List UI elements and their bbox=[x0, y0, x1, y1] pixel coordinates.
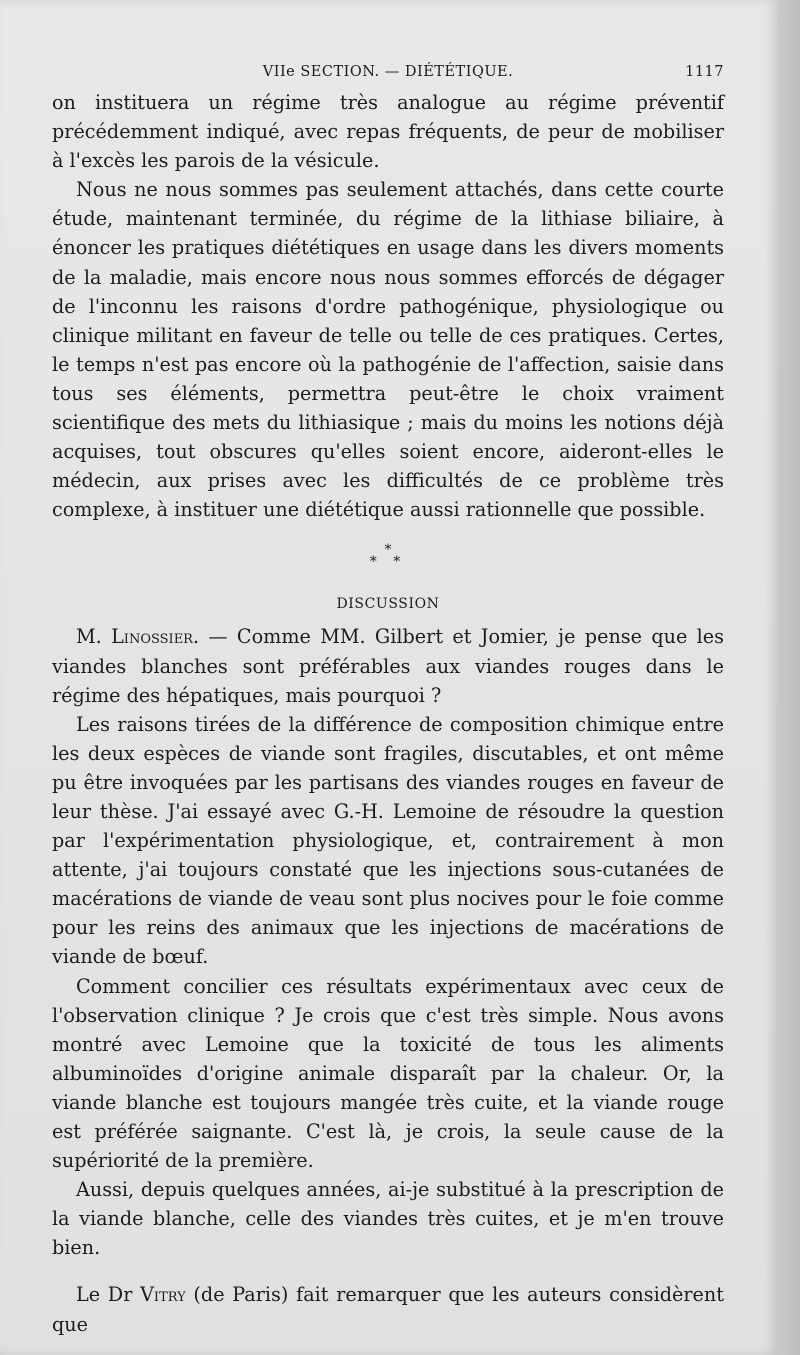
speaker-name: M. Linossier. bbox=[76, 625, 200, 649]
paragraph-text-2: (de Paris) fait remarquer que les auteurs considèrent que bbox=[52, 1283, 724, 1336]
paragraph-prefix: Le Dr bbox=[76, 1283, 141, 1307]
separator-bottom-asterisks: * * bbox=[369, 554, 407, 571]
section-separator bbox=[52, 544, 724, 578]
running-head bbox=[52, 60, 724, 88]
spacer bbox=[52, 1262, 724, 1280]
paragraph-linossier-intro bbox=[52, 622, 724, 709]
paragraph-aussi: Aussi, depuis quelques années, ai-je substitué à la prescription de la viande blanche, celle des viandes très cuites, et je m'en trouve bien. bbox=[52, 1178, 724, 1260]
page-content bbox=[52, 60, 724, 1339]
paragraph-conclusion: Nous ne nous sommes pas seulement attachés, dans cette courte étude, maintenant terminée, du régime de la lithiase biliaire, à énoncer les pratiques diététiques en usage dans les divers moments de la maladie, mais encore nous nous sommes efforcés de dégager de l'inconnu les raisons d'ordre pathogénique, physiologique ou clinique militant en faveur de telle ou telle de ces pratiques. Certes, le temps n'est pas encore où la pathogénie de l'affection, saisie dans tous ses éléments, permettra peut-être le choix vraiment scientifique des mets du lithiasique ; mais du moins les notions déjà acquises, tout obscures qu'elles soient encore, aideront-elles le médecin, aux prises avec les difficultés de ce problème très complexe, à instituer une diététique aussi rationnelle que possible. bbox=[52, 178, 724, 522]
paragraph-raisons: Les raisons tirées de la différence de composition chimique entre les deux espèces de viande sont fragiles, discutables, et ont même pu être invoquées par les partisans des viandes rouges en faveur de leur thèse. J'ai essayé avec G.-H. Lemoine de résoudre la question par l'expérimentation physiologique, et, contrairement à mon attente, j'ai toujours constaté que les injections sous-cutanées de macérations de viande de veau sont plus nocives pour le foie comme pour les reins des animaux que les injections de macérations de viande de bœuf. bbox=[52, 712, 724, 969]
separator-top-asterisk: * bbox=[384, 542, 392, 559]
paragraph-vitry bbox=[52, 1280, 724, 1338]
page-number: 1117 bbox=[685, 64, 724, 80]
discussion-heading: DISCUSSION bbox=[336, 596, 440, 613]
page-edge bbox=[778, 0, 800, 1355]
running-head-title: VIIe SECTION. — DIÉTÉTIQUE. bbox=[262, 64, 514, 80]
paragraph-comment-concilier: Comment concilier ces résultats expérimentaux avec ceux de l'observation clinique ? Je crois que c'est très simple. Nous avons montré avec Lemoine que la toxicité de tous les aliments albuminoïdes d'origine animale disparaît par la chaleur. Or, la viande blanche est toujours mangée très cuite, et la viande rouge est préférée saignante. C'est là, je crois, la seule cause de la supériorité de la première. bbox=[52, 974, 724, 1173]
paragraph-text: — Comme MM. Gilbert et Jomier, je pense que les viandes blanches sont préférables aux viandes rouges dans le régime des hépatiques, mais pourquoi ? bbox=[52, 625, 724, 707]
paragraph-continuation: on instituera un régime très analogue au régime préventif précédemment indiqué, avec repas fréquents, de peur de mobiliser à l'excès les parois de la vésicule. bbox=[52, 91, 724, 173]
speaker-name-2: Vitry bbox=[140, 1283, 186, 1307]
